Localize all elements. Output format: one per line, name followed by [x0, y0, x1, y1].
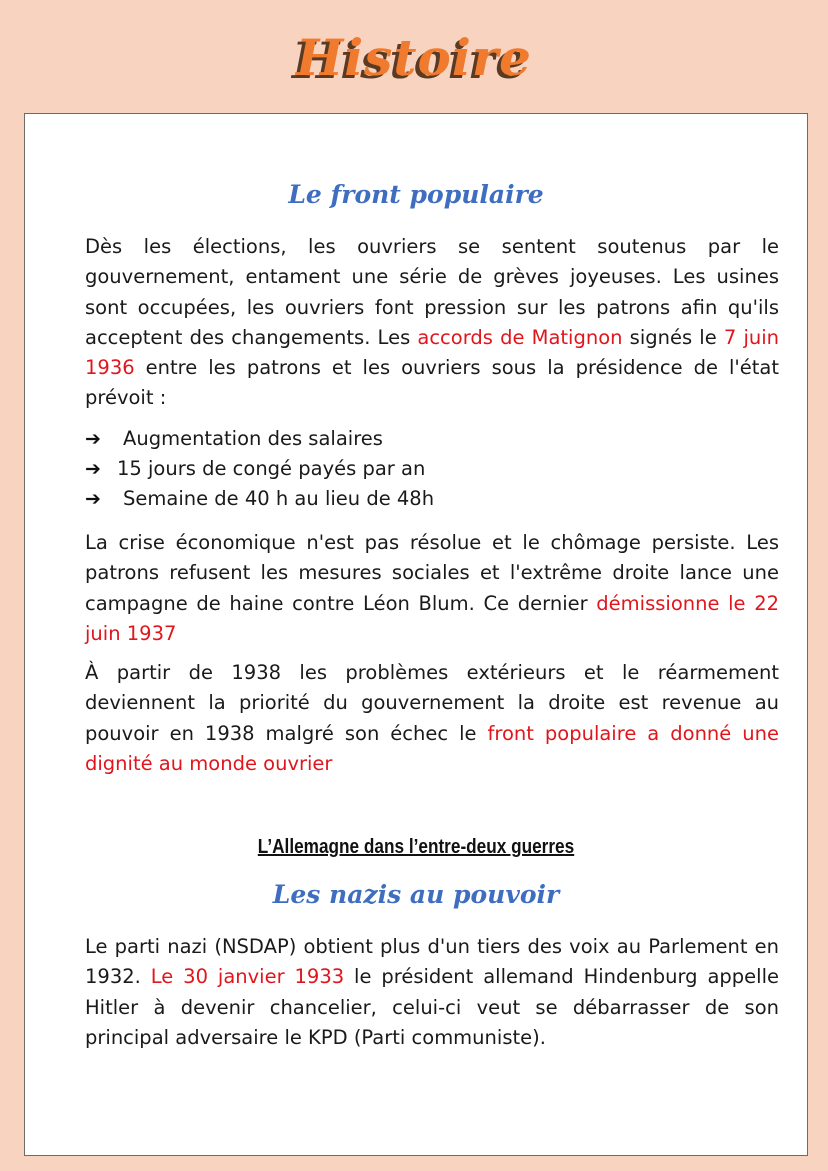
measures-list [85, 424, 779, 514]
page-title: Histoire [296, 28, 532, 87]
body-text: À partir de 1938 les problèmes extérieurs et le réarmement deviennent la priorité du gouvernement la droite est revenue au pouvoir en 1938 malgré son échec le [85, 661, 779, 745]
paragraph-1938 [85, 658, 779, 779]
section-title-front-populaire: Le front populaire [288, 180, 544, 209]
body-text: La crise économique n'est pas résolue et le chômage persiste. Les patrons refusent les mesures sociales et l'extrême droite lance une campagne de haine contre Léon Blum. Ce dernier [85, 531, 779, 615]
paragraph-front-populaire-intro [85, 232, 779, 414]
arrow-right-icon: ➔ [85, 428, 101, 450]
body-text: le président allemand Hindenburg appelle Hitler à devenir chancelier, celui-ci veut se débarrasser de son principal adversaire le KPD (Parti communiste). [85, 965, 779, 1049]
list-item: ➔ Semaine de 40 h au lieu de 48h [85, 484, 779, 514]
page-header [0, 18, 828, 98]
highlighted-text: front populaire a donné une dignité au monde ouvrier [85, 721, 779, 775]
body-text: signés le [622, 325, 724, 349]
body-text: entre les patrons et les ouvriers sous la présidence de l'état prévoit : [85, 356, 779, 410]
highlighted-text: 7 juin 1936 [85, 325, 779, 380]
highlighted-text: démissionne le 22 juin 1937 [85, 591, 780, 645]
paragraph-crise [85, 528, 779, 649]
chapter-heading-allemagne: L’Allemagne dans l’entre-deux guerres [257, 836, 575, 858]
highlighted-text: accords de Matignon [417, 325, 623, 349]
arrow-right-icon: ➔ [85, 488, 101, 510]
content-sheet [24, 113, 808, 1156]
section-title-nazis: Les nazis au pouvoir [272, 880, 560, 909]
body-text: Dès les élections, les ouvriers se sentent soutenus par le gouvernement, entament une série de grèves joyeuses. Les usines sont occupées, les ouvriers font pression sur les patrons afin qu'ils acceptent des changements. Les [85, 235, 779, 349]
list-item: ➔ 15 jours de congé payés par an [85, 454, 779, 484]
arrow-right-icon: ➔ [85, 458, 101, 480]
body-text: Le parti nazi (NSDAP) obtient plus d'un tiers des voix au Parlement en 1932. [85, 935, 779, 989]
paragraph-nazis [85, 932, 779, 1053]
list-item: ➔ Augmentation des salaires [85, 424, 779, 454]
highlighted-text: Le 30 janvier 1933 [150, 965, 345, 989]
